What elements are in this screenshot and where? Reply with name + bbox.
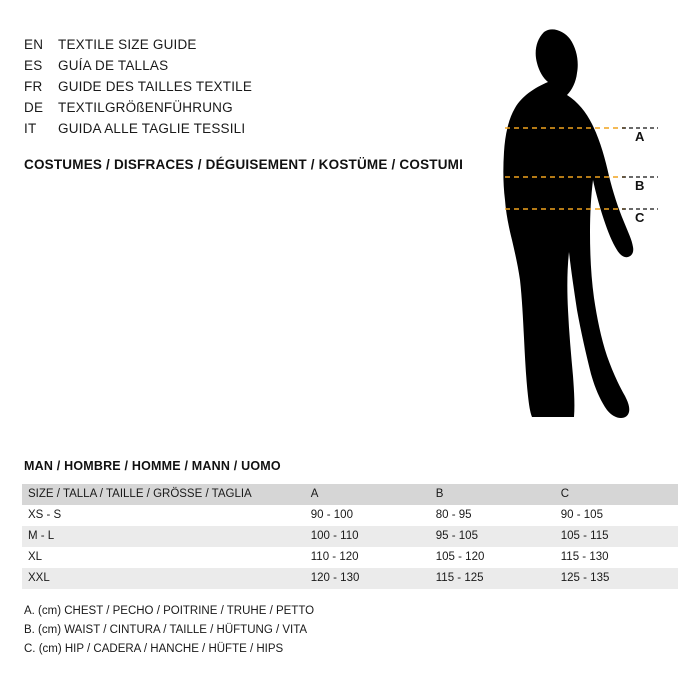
language-text: TEXTILE SIZE GUIDE xyxy=(58,37,197,52)
table-row xyxy=(22,526,678,547)
cell-b: 95 - 105 xyxy=(435,530,478,542)
language-text: TEXTILGRÖßENFÜHRUNG xyxy=(58,100,233,115)
measure-label-c: C xyxy=(635,210,645,225)
silhouette-shape xyxy=(503,29,633,418)
table-body xyxy=(22,505,678,589)
cell-size: XXL xyxy=(28,572,50,584)
language-text: GUÍA DE TALLAS xyxy=(58,58,169,73)
cell-c: 90 - 105 xyxy=(560,509,603,521)
language-code: EN xyxy=(24,37,44,52)
measure-label-b: B xyxy=(635,178,645,193)
language-row xyxy=(24,34,464,55)
language-code: DE xyxy=(24,100,44,115)
table-row xyxy=(22,568,678,589)
cell-c: 115 - 130 xyxy=(560,551,609,563)
column-header-c: C xyxy=(555,484,678,505)
measure-label-a: A xyxy=(635,129,645,144)
size-table xyxy=(22,484,678,589)
legend-line-c: C. (cm) HIP / CADERA / HANCHE / HÜFTE / HIPS xyxy=(24,643,284,655)
table-header-row xyxy=(22,484,678,505)
language-list xyxy=(24,34,464,139)
body-silhouette-figure xyxy=(470,18,680,428)
legend-line-a: A. (cm) CHEST / PECHO / POITRINE / TRUHE / PETTO xyxy=(24,605,315,617)
cell-b: 105 - 120 xyxy=(435,551,485,563)
cell-c: 105 - 115 xyxy=(560,530,609,542)
language-text: GUIDE DES TAILLES TEXTILE xyxy=(58,79,253,94)
language-text: GUIDA ALLE TAGLIE TESSILI xyxy=(58,121,246,136)
cell-c: 125 - 135 xyxy=(560,572,610,584)
table-head xyxy=(22,484,678,505)
language-code: IT xyxy=(24,121,37,136)
language-row xyxy=(24,76,464,97)
silhouette-svg xyxy=(470,18,680,428)
cell-a: 120 - 130 xyxy=(310,572,360,584)
language-code: FR xyxy=(24,79,43,94)
measurement-legend xyxy=(24,602,314,659)
cell-a: 90 - 100 xyxy=(310,509,353,521)
table-title: MAN / HOMBRE / HOMME / MANN / UOMO xyxy=(24,459,281,473)
column-header-a: A xyxy=(305,484,430,505)
table-row xyxy=(22,547,678,568)
cell-b: 80 - 95 xyxy=(435,509,472,521)
language-row xyxy=(24,118,464,139)
column-header-size: SIZE / TALLA / TAILLE / GRÖSSE / TAGLIA xyxy=(22,484,305,505)
cell-size: XL xyxy=(28,551,43,563)
category-heading: COSTUMES / DISFRACES / DÉGUISEMENT / KOSTÜME / COSTUMI xyxy=(24,157,464,172)
language-row xyxy=(24,55,464,76)
language-code: ES xyxy=(24,58,43,73)
cell-a: 110 - 120 xyxy=(310,551,359,563)
cell-size: M - L xyxy=(28,530,55,542)
column-header-b: B xyxy=(430,484,555,505)
cell-b: 115 - 125 xyxy=(435,572,484,584)
legend-line-b: B. (cm) WAIST / CINTURA / TAILLE / HÜFTUNG / VITA xyxy=(24,624,308,636)
table-row xyxy=(22,505,678,526)
cell-size: XS - S xyxy=(28,509,62,521)
language-row xyxy=(24,97,464,118)
cell-a: 100 - 110 xyxy=(310,530,359,542)
